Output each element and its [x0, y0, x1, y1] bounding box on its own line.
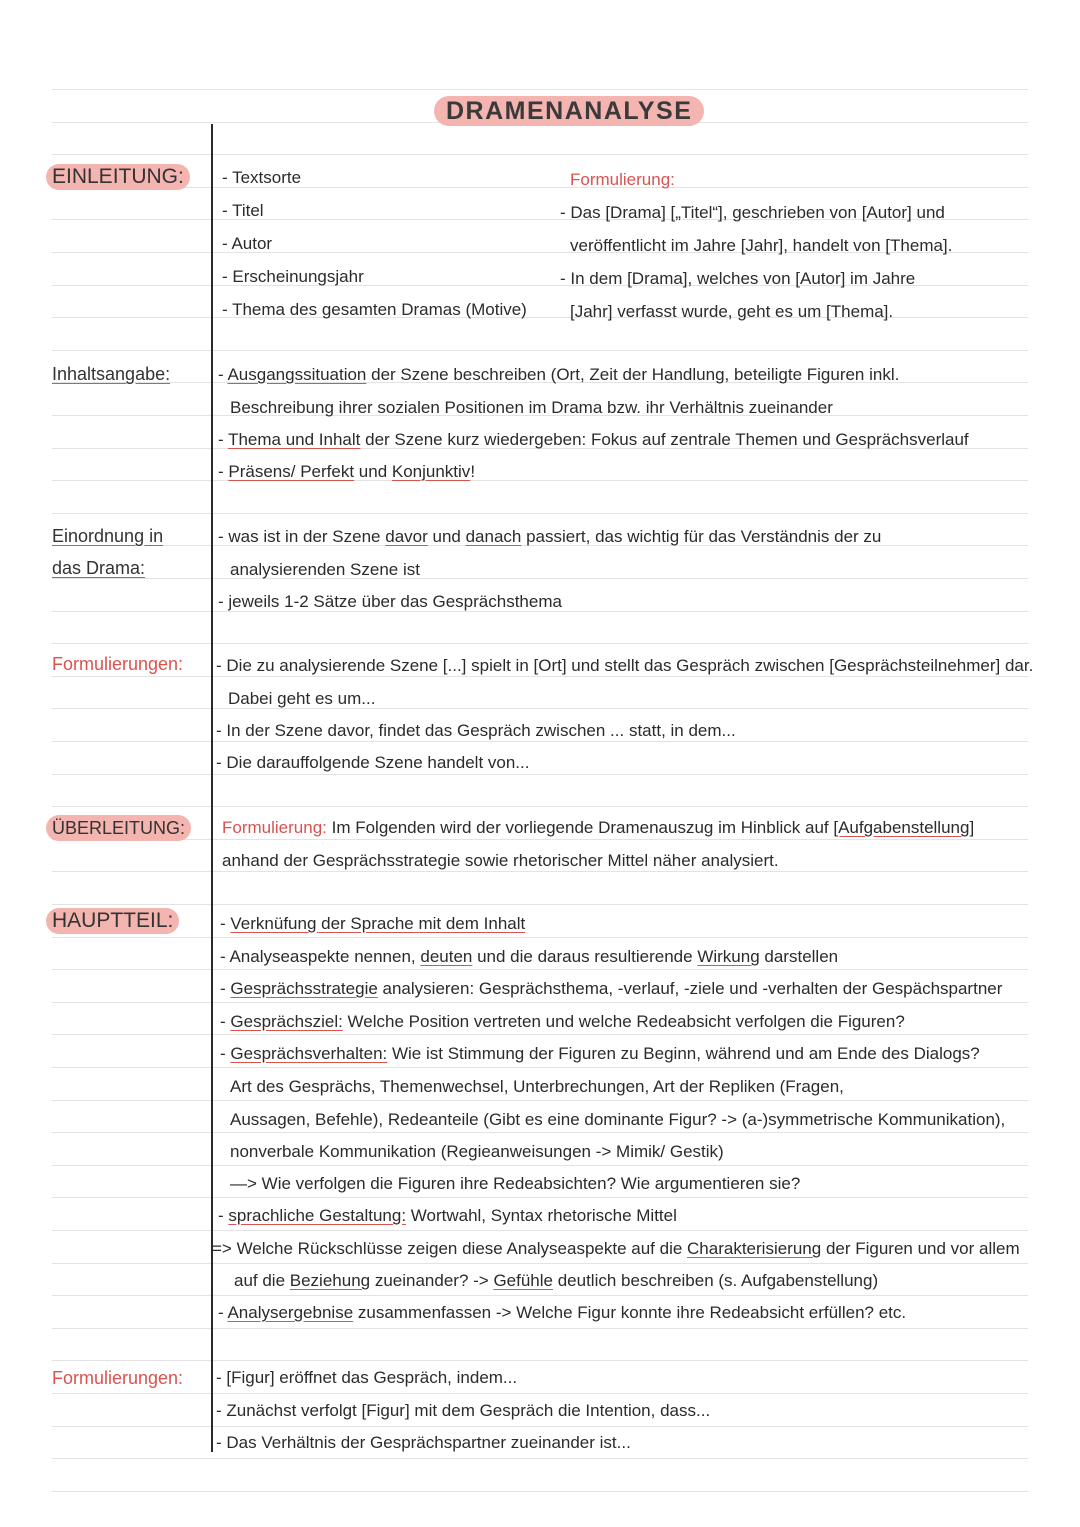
ruled-line [52, 904, 1028, 905]
inhaltsangabe-line: - Ausgangssituation der Szene beschreiben (Ort, Zeit der Handlung, beteiligte Figuren inkl. [218, 365, 900, 384]
hauptteil-line: - sprachliche Gestaltung: Wortwahl, Syntax rhetorische Mittel [218, 1206, 677, 1225]
einleitung-formulierung-label: Formulierung: [570, 170, 675, 189]
inhaltsangabe-line: - Thema und Inhalt der Szene kurz wiedergeben: Fokus auf zentrale Themen und Gesprächsverlauf [218, 430, 969, 449]
section-label-hauptteil: HAUPTTEIL: [46, 908, 179, 934]
ruled-line [52, 708, 1028, 709]
ruled-line [52, 89, 1028, 90]
hauptteil-line: - Gesprächsstrategie analysieren: Gesprächsthema, -verlauf, -ziele und -verhalten der Gespächspartner [220, 979, 1003, 998]
section-label-formulierungen: Formulierungen: [52, 654, 184, 674]
section-label-einordnung: das Drama: [52, 558, 146, 578]
section-label-einordnung: Einordnung in [52, 526, 164, 546]
einleitung-item: - Titel [222, 201, 264, 220]
hauptteil-line: Aussagen, Befehle), Redeanteile (Gibt es eine dominante Figur? -> (a-)symmetrische Kommunikation), [230, 1110, 1006, 1129]
ruled-line [52, 350, 1028, 351]
hauptteil-line: => Welche Rückschlüsse zeigen diese Analyseaspekte auf die Charakterisierung der Figuren und vor allem [212, 1239, 1020, 1258]
inhaltsangabe-line: - Präsens/ Perfekt und Konjunktiv! [218, 462, 476, 481]
ruled-line [52, 643, 1028, 644]
einleitung-item: - Textsorte [222, 168, 302, 187]
hauptteil-line: auf die Beziehung zueinander? -> Gefühle deutlich beschreiben (s. Aufgabenstellung) [234, 1271, 879, 1290]
ruled-line [52, 578, 1028, 579]
ruled-line [52, 806, 1028, 807]
ruled-line [52, 774, 1028, 775]
section-label-formulierungen: Formulierungen: [52, 1368, 184, 1388]
einleitung-item: - Erscheinungsjahr [222, 267, 364, 286]
ruled-line [52, 154, 1028, 155]
section-label-inhaltsangabe: Inhaltsangabe: [52, 364, 171, 384]
hauptteil-line: Art des Gesprächs, Themenwechsel, Unterbrechungen, Art der Repliken (Fragen, [230, 1077, 844, 1096]
formulierungen-line: - Die darauffolgende Szene handelt von... [216, 753, 530, 772]
formulierungen-line: - Das Verhältnis der Gesprächspartner zueinander ist... [216, 1433, 631, 1452]
hauptteil-line: - Verknüfung der Sprache mit dem Inhalt [220, 914, 526, 933]
ruled-line [52, 1491, 1028, 1492]
einleitung-item: - Autor [222, 234, 273, 253]
inhaltsangabe-line: Beschreibung ihrer sozialen Positionen im Drama bzw. ihr Verhältnis zueinander [230, 398, 833, 417]
ueberleitung-line: Formulierung: Im Folgenden wird der vorliegende Dramenauszug im Hinblick auf [Aufgabenstellung] [222, 818, 975, 837]
hauptteil-line: nonverbale Kommunikation (Regieanweisungen -> Mimik/ Gestik) [230, 1142, 724, 1161]
einleitung-formulierung-line: - Das [Drama] [„Titel“], geschrieben von [Autor] und [560, 203, 945, 222]
ruled-line [52, 187, 1028, 188]
einleitung-item: - Thema des gesamten Dramas (Motive) [222, 300, 527, 319]
einordnung-line: - was ist in der Szene davor und danach passiert, das wichtig für das Verständnis der zu [218, 527, 882, 546]
hauptteil-line: - Analyseaspekte nennen, deuten und die daraus resultierende Wirkung darstellen [220, 947, 839, 966]
ruled-line [52, 937, 1028, 938]
formulierungen-line: - In der Szene davor, findet das Gespräch zwischen ... statt, in dem... [216, 721, 736, 740]
einleitung-formulierung-line: veröffentlicht im Jahre [Jahr], handelt von [Thema]. [570, 236, 953, 255]
ruled-line [52, 1360, 1028, 1361]
einleitung-formulierung-line: - In dem [Drama], welches von [Autor] im Jahre [560, 269, 916, 288]
formulierungen-line: Dabei geht es um... [228, 689, 376, 708]
formulierungen-line: - Die zu analysierende Szene [...] spielt in [Ort] und stellt das Gespräch zwischen [Gesprächsteilnehmer] dar. [216, 656, 1034, 675]
einleitung-formulierung-line: [Jahr] verfasst wurde, geht es um [Thema]. [570, 302, 894, 321]
hauptteil-line: - Gesprächsziel: Welche Position vertreten und welche Redeabsicht verfolgen die Figuren? [220, 1012, 905, 1031]
formulierungen-line: - Zunächst verfolgt [Figur] mit dem Gespräch die Intention, dass... [216, 1401, 711, 1420]
formulierungen-line: - [Figur] eröffnet das Gespräch, indem... [216, 1368, 518, 1387]
hauptteil-line: - Analysergebnise zusammenfassen -> Welche Figur konnte ihre Redeabsicht erfüllen? etc. [218, 1303, 907, 1322]
ueberleitung-line: anhand der Gesprächsstrategie sowie rhetorischer Mittel näher analysiert. [222, 851, 779, 870]
einordnung-line: - jeweils 1-2 Sätze über das Gesprächsthema [218, 592, 562, 611]
section-label-einleitung: EINLEITUNG: [46, 164, 190, 190]
section-label-ueberleitung: ÜBERLEITUNG: [46, 815, 191, 841]
einordnung-line: analysierenden Szene ist [230, 560, 420, 579]
hauptteil-line: - Gesprächsverhalten: Wie ist Stimmung der Figuren zu Beginn, während und am Ende des Dialogs? [220, 1044, 980, 1063]
ruled-line [52, 480, 1028, 481]
hauptteil-line: —> Wie verfolgen die Figuren ihre Redeabsichten? Wie argumentieren sie? [230, 1174, 801, 1193]
ruled-line [52, 513, 1028, 514]
page-title: DRAMENANALYSE [434, 96, 704, 126]
